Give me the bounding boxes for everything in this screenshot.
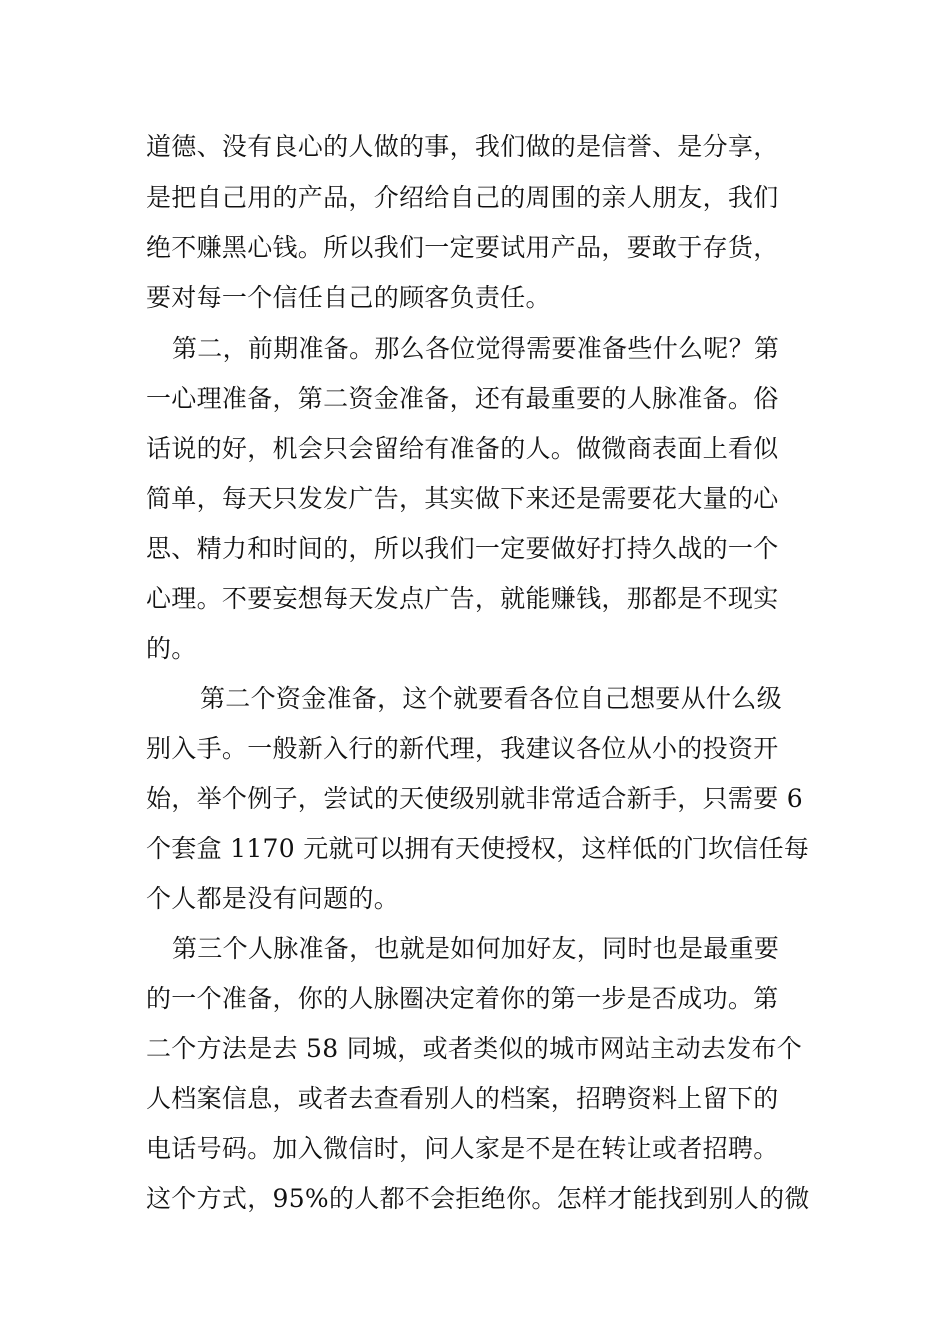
text-line: 第二个资金准备，这个就要看各位自己想要从什么级 xyxy=(200,684,782,713)
text-line: 思、精力和时间的，所以我们一定要做好打持久战的一个 xyxy=(146,534,779,563)
text-line: 的一个准备，你的人脉圈决定着你的第一步是否成功。第 xyxy=(146,984,779,1013)
text-line: 电话号码。加入微信时，问人家是不是在转让或者招聘。 xyxy=(146,1134,779,1163)
text-line: 道德、没有良心的人做的事，我们做的是信誉、是分享， xyxy=(146,132,779,161)
text-line: 绝不赚黑心钱。所以我们一定要试用产品，要敢于存货， xyxy=(146,233,779,262)
text-line: 是把自己用的产品，介绍给自己的周围的亲人朋友，我们 xyxy=(146,183,779,212)
text-line: 人档案信息，或者去查看别人的档案，招聘资料上留下的 xyxy=(146,1084,779,1113)
text-line: 个人都是没有问题的。 xyxy=(146,884,400,913)
text-line: 第二，前期准备。那么各位觉得需要准备些什么呢？第 xyxy=(172,334,780,363)
text-line: 要对每一个信任自己的顾客负责任。 xyxy=(146,283,551,312)
text-line: 二个方法是去 58 同城，或者类似的城市网站主动去发布个 xyxy=(146,1034,803,1063)
text-line: 心理。不要妄想每天发点广告，就能赚钱，那都是不现实 xyxy=(146,584,779,613)
text-line: 始，举个例子，尝试的天使级别就非常适合新手，只需要 6 xyxy=(146,784,803,813)
text-line: 的。 xyxy=(146,634,197,663)
text-line: 这个方式，95%的人都不会拒绝你。怎样才能找到别人的微 xyxy=(146,1184,810,1213)
text-line: 个套盒 1170 元就可以拥有天使授权，这样低的门坎信任每 xyxy=(146,834,810,863)
text-line: 一心理准备，第二资金准备，还有最重要的人脉准备。俗 xyxy=(146,384,779,413)
text-line: 简单，每天只发发广告，其实做下来还是需要花大量的心 xyxy=(146,484,779,513)
text-line: 第三个人脉准备，也就是如何加好友，同时也是最重要 xyxy=(172,934,780,963)
text-line: 话说的好，机会只会留给有准备的人。做微商表面上看似 xyxy=(146,434,779,463)
text-line: 别入手。一般新入行的新代理，我建议各位从小的投资开 xyxy=(146,734,779,763)
